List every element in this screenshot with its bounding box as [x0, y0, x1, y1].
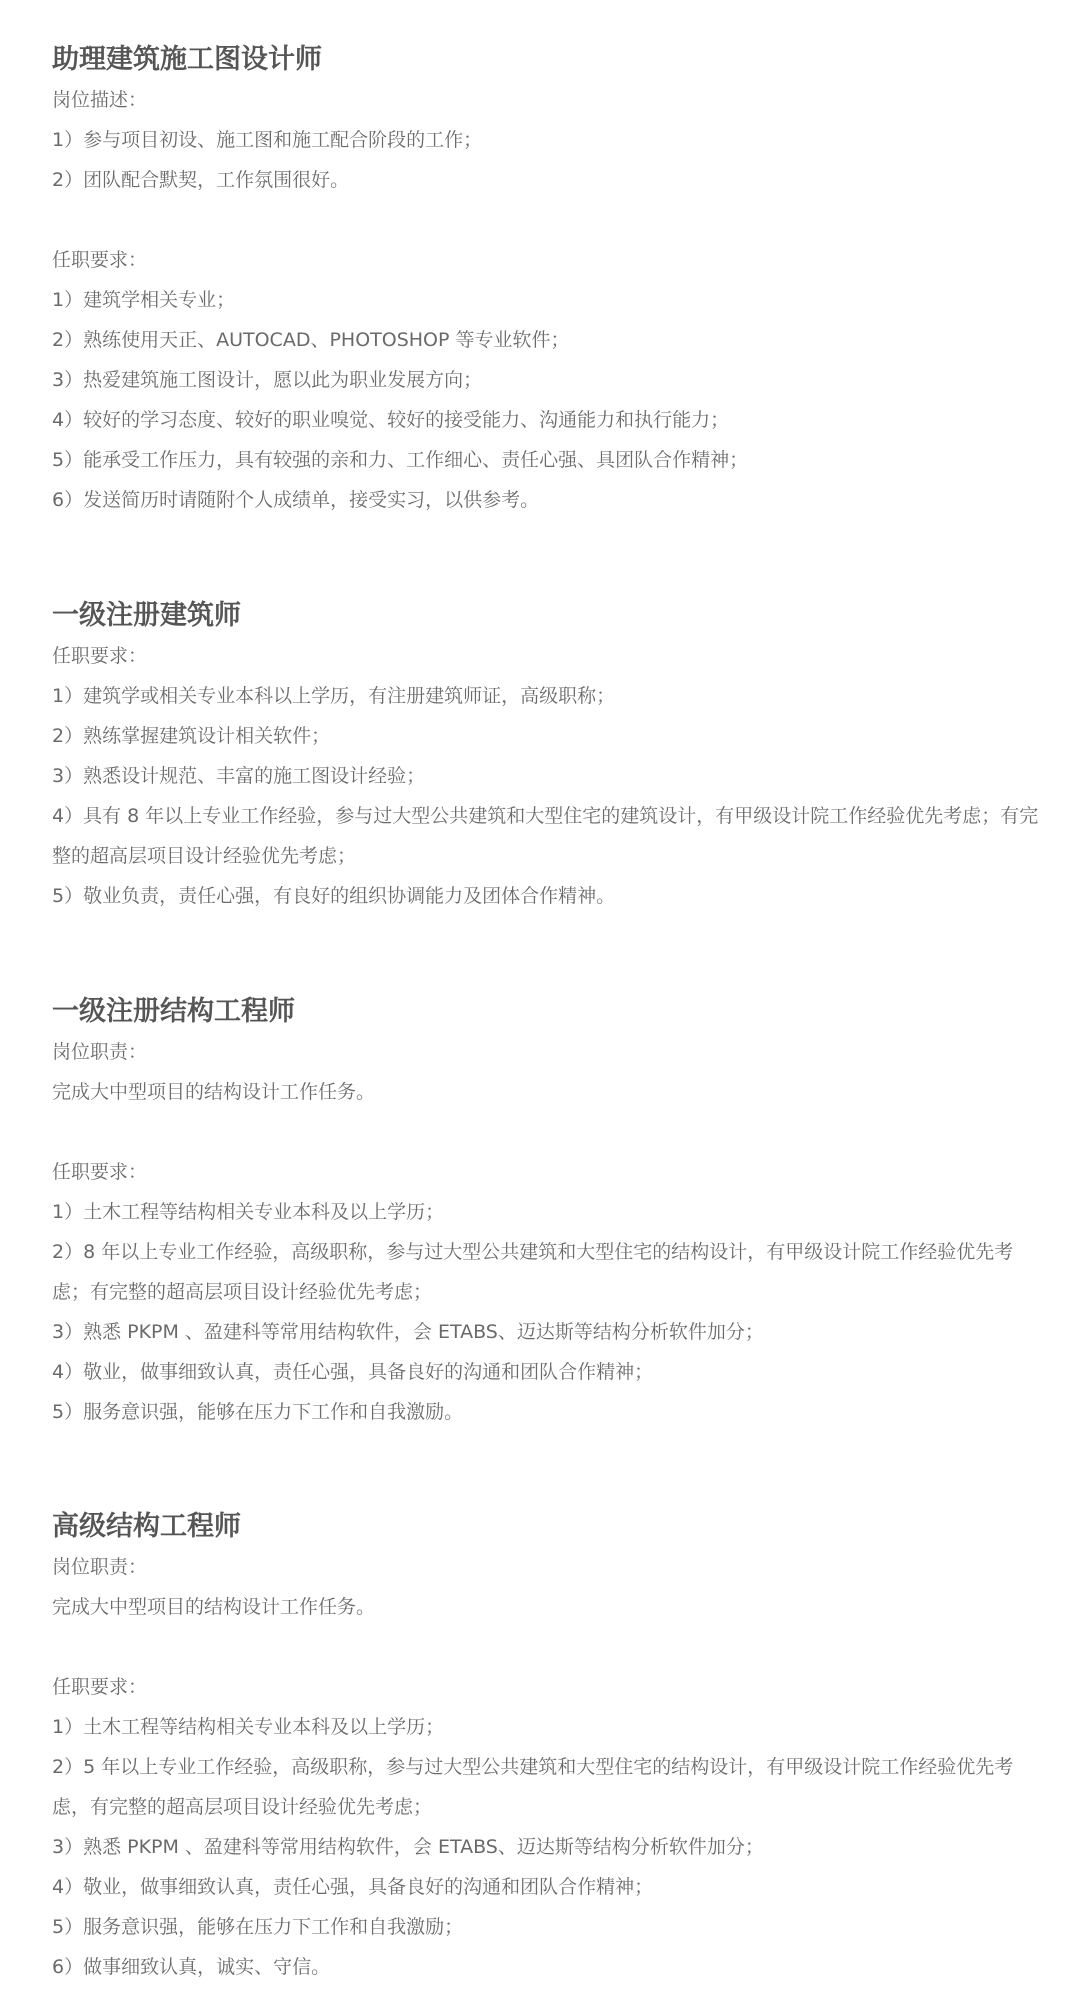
requirements-heading: 任职要求：: [52, 645, 148, 667]
duty-heading: 岗位职责：: [52, 1041, 148, 1063]
duty-heading: 岗位职责：: [52, 1556, 148, 1578]
duty-text: 完成大中型项目的结构设计工作任务。: [52, 1596, 376, 1618]
requirement-item: 5）服务意识强，能够在压力下工作和自我激励。: [52, 1401, 464, 1423]
job-title: 一级注册建筑师: [52, 600, 241, 631]
requirement-item: 5）能承受工作压力，具有较强的亲和力、工作细心、责任心强、具团队合作精神；: [52, 449, 749, 471]
requirement-item: 2）8 年以上专业工作经验，高级职称，参与过大型公共建筑和大型住宅的结构设计，有甲级设计院工作经验优先考虑；有完整的超高层项目设计经验优先考虑；: [52, 1241, 1014, 1303]
requirement-item: 3）热爱建筑施工图设计，愿以此为职业发展方向；: [52, 369, 483, 391]
spacer: [52, 1627, 1042, 1667]
requirement-item: 4）较好的学习态度、较好的职业嗅觉、较好的接受能力、沟通能力和执行能力；: [52, 409, 730, 431]
requirement-item: 6）做事细致认真，诚实、守信。: [52, 1956, 331, 1978]
duty-text: 完成大中型项目的结构设计工作任务。: [52, 1081, 376, 1103]
job-title: 助理建筑施工图设计师: [52, 44, 322, 75]
requirement-item: 5）服务意识强，能够在压力下工作和自我激励；: [52, 1916, 464, 1938]
job-section-registered-structural-engineer: [52, 992, 1042, 1432]
description-item: 2）团队配合默契，工作氛围很好。: [52, 169, 350, 191]
job-section-assistant-architect: [52, 40, 1042, 520]
requirement-item: 2）熟练使用天正、AUTOCAD、PHOTOSHOP 等专业软件；: [52, 329, 570, 351]
job-section-registered-architect: [52, 596, 1042, 916]
requirement-item: 4）敬业，做事细致认真，责任心强，具备良好的沟通和团队合作精神；: [52, 1876, 654, 1898]
requirement-item: 3）熟悉 PKPM 、盈建科等常用结构软件，会 ETABS、迈达斯等结构分析软件加分；: [52, 1321, 764, 1343]
requirement-item: 1）土木工程等结构相关专业本科及以上学历；: [52, 1716, 445, 1738]
requirements-heading: 任职要求：: [52, 1676, 148, 1698]
requirements-heading: 任职要求：: [52, 1161, 148, 1183]
job-title: 一级注册结构工程师: [52, 996, 295, 1027]
requirement-item: 5）敬业负责，责任心强，有良好的组织协调能力及团体合作精神。: [52, 885, 616, 907]
description-heading: 岗位描述：: [52, 89, 148, 111]
requirements-heading: 任职要求：: [52, 249, 148, 271]
job-title: 高级结构工程师: [52, 1511, 241, 1542]
spacer: [52, 200, 1042, 240]
requirement-item: 2）熟练掌握建筑设计相关软件；: [52, 725, 331, 747]
requirement-item: 1）建筑学相关专业；: [52, 289, 236, 311]
requirement-item: 4）敬业，做事细致认真，责任心强，具备良好的沟通和团队合作精神；: [52, 1361, 654, 1383]
description-item: 1）参与项目初设、施工图和施工配合阶段的工作；: [52, 129, 483, 151]
requirement-item: 1）建筑学或相关专业本科以上学历，有注册建筑师证，高级职称；: [52, 685, 616, 707]
requirement-item: 3）熟悉设计规范、丰富的施工图设计经验；: [52, 765, 426, 787]
requirement-item: 6）发送简历时请随附个人成绩单，接受实习，以供参考。: [52, 489, 540, 511]
requirement-item: 2）5 年以上专业工作经验，高级职称，参与过大型公共建筑和大型住宅的结构设计，有甲级设计院工作经验优先考虑，有完整的超高层项目设计经验优先考虑；: [52, 1756, 1014, 1818]
requirement-item: 1）土木工程等结构相关专业本科及以上学历；: [52, 1201, 445, 1223]
requirement-item: 4）具有 8 年以上专业工作经验，参与过大型公共建筑和大型住宅的建筑设计，有甲级设计院工作经验优先考虑；有完整的超高层项目设计经验优先考虑；: [52, 805, 1039, 867]
requirement-item: 3）熟悉 PKPM 、盈建科等常用结构软件，会 ETABS、迈达斯等结构分析软件加分；: [52, 1836, 764, 1858]
spacer: [52, 1112, 1042, 1152]
job-section-senior-structural-engineer: [52, 1507, 1042, 1987]
